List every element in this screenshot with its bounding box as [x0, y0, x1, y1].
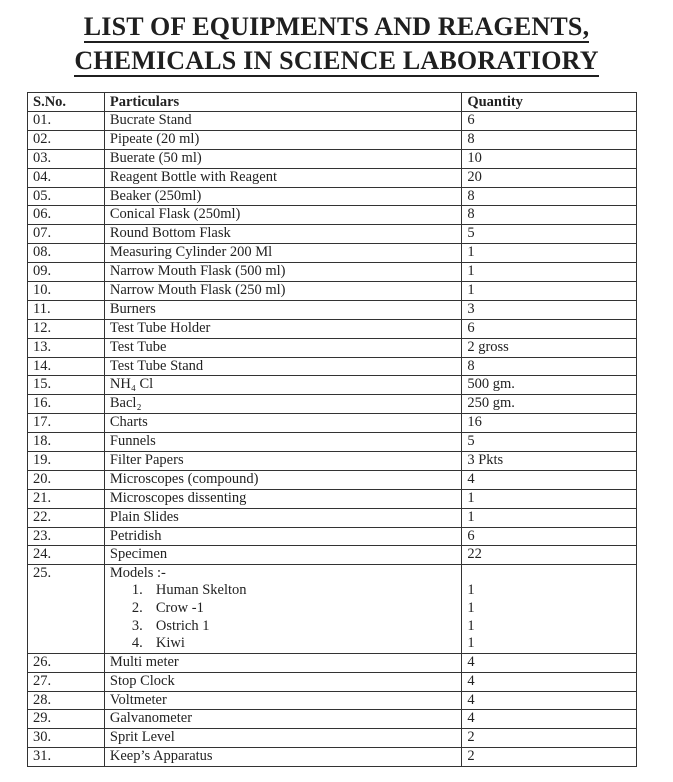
cell-sno: 15.: [28, 376, 105, 395]
table-row: [28, 376, 637, 395]
cell-quantity: 8: [462, 187, 637, 206]
cell-particular: Round Bottom Flask: [104, 225, 461, 244]
cell-particular: Burners: [104, 300, 461, 319]
list-item-number: 4.: [131, 635, 143, 652]
cell-quantity: 8: [462, 357, 637, 376]
table-row: [28, 710, 637, 729]
cell-quantity: 5: [462, 225, 637, 244]
table-row: [28, 527, 637, 546]
table-row: [28, 282, 637, 301]
cell-quantity: 250 gm.: [462, 395, 637, 414]
list-item: [110, 618, 456, 636]
cell-sno: 16.: [28, 395, 105, 414]
table-row: [28, 729, 637, 748]
models-list: [110, 582, 456, 652]
cell-quantity: 6: [462, 112, 637, 131]
cell-quantity: 1: [462, 489, 637, 508]
cell-sno: 26.: [28, 653, 105, 672]
cell-sno: 11.: [28, 300, 105, 319]
cell-sno: 04.: [28, 168, 105, 187]
cell-quantity: 2: [462, 729, 637, 748]
table-row: [28, 168, 637, 187]
list-item-number: 1.: [131, 582, 143, 599]
table-row: [28, 112, 637, 131]
cell-particular: NH₄ Cl: [104, 376, 461, 395]
cell-models: [104, 565, 461, 653]
cell-quantity: 4: [462, 470, 637, 489]
table-row: [28, 319, 637, 338]
cell-quantity: 6: [462, 527, 637, 546]
table-row: [28, 672, 637, 691]
cell-sno: 17.: [28, 414, 105, 433]
cell-particular: Bucrate Stand: [104, 112, 461, 131]
cell-sno: 20.: [28, 470, 105, 489]
cell-sno: 24.: [28, 546, 105, 565]
table-row: [28, 187, 637, 206]
qty-value: 1: [467, 599, 475, 616]
qty-spacer: [467, 565, 631, 582]
cell-quantity: 8: [462, 206, 637, 225]
cell-quantity: 20: [462, 168, 637, 187]
cell-quantity: 4: [462, 653, 637, 672]
cell-quantity: 2: [462, 748, 637, 767]
cell-sno: 29.: [28, 710, 105, 729]
cell-particular: Microscopes (compound): [104, 470, 461, 489]
cell-sno: 02.: [28, 130, 105, 149]
table-row: [28, 206, 637, 225]
list-item: [110, 635, 456, 653]
cell-particular: Funnels: [104, 433, 461, 452]
cell-sno: 25.: [28, 565, 105, 653]
cell-quantity: 10: [462, 149, 637, 168]
table-row: [28, 338, 637, 357]
table-header-row: [28, 93, 637, 112]
cell-sno: 30.: [28, 729, 105, 748]
cell-sno: 01.: [28, 112, 105, 131]
table-row: [28, 508, 637, 527]
cell-sno: 23.: [28, 527, 105, 546]
cell-particular: Sprit Level: [104, 729, 461, 748]
cell-quantity: 5: [462, 433, 637, 452]
cell-particular: Microscopes dissenting: [104, 489, 461, 508]
cell-particular: Narrow Mouth Flask (250 ml): [104, 282, 461, 301]
header-particulars: Particulars: [104, 93, 461, 112]
cell-sno: 05.: [28, 187, 105, 206]
header-sno: S.No.: [28, 93, 105, 112]
table-row: [28, 546, 637, 565]
cell-models-qty: [462, 565, 637, 653]
table-row: [28, 452, 637, 471]
list-item: [110, 582, 456, 600]
document-title-line-2: [0, 44, 673, 78]
cell-particular: Test Tube Holder: [104, 319, 461, 338]
table-row: [28, 433, 637, 452]
table-row: [28, 470, 637, 489]
list-item-name: Human Skelton: [155, 582, 247, 599]
cell-sno: 07.: [28, 225, 105, 244]
cell-sno: 12.: [28, 319, 105, 338]
cell-particular: Reagent Bottle with Reagent: [104, 168, 461, 187]
list-item-name: Ostrich 1: [155, 617, 210, 634]
cell-quantity: 1: [462, 282, 637, 301]
cell-particular: Charts: [104, 414, 461, 433]
list-item-name: Crow -1: [155, 599, 204, 616]
table-row: [28, 691, 637, 710]
cell-particular: Measuring Cylinder 200 Ml: [104, 244, 461, 263]
cell-quantity: 16: [462, 414, 637, 433]
table-row: [28, 130, 637, 149]
cell-quantity: 1: [462, 508, 637, 527]
cell-sno: 08.: [28, 244, 105, 263]
table-body: [28, 112, 637, 767]
cell-quantity: 4: [462, 672, 637, 691]
cell-particular: Conical Flask (250ml): [104, 206, 461, 225]
table-row: [28, 414, 637, 433]
cell-quantity: 2 gross: [462, 338, 637, 357]
cell-quantity: 4: [462, 710, 637, 729]
cell-sno: 14.: [28, 357, 105, 376]
cell-sno: 06.: [28, 206, 105, 225]
title-line-2-text: CHEMICALS IN SCIENCE LABORATIORY: [74, 46, 599, 75]
cell-particular: Petridish: [104, 527, 461, 546]
cell-sno: 10.: [28, 282, 105, 301]
cell-sno: 03.: [28, 149, 105, 168]
cell-particular: Multi meter: [104, 653, 461, 672]
table-row: [28, 489, 637, 508]
cell-quantity: 3 Pkts: [462, 452, 637, 471]
cell-particular: Filter Papers: [104, 452, 461, 471]
cell-particular: Test Tube: [104, 338, 461, 357]
cell-particular: Voltmeter: [104, 691, 461, 710]
cell-quantity: 3: [462, 300, 637, 319]
cell-particular: Beaker (250ml): [104, 187, 461, 206]
cell-quantity: 4: [462, 691, 637, 710]
list-item-number: 2.: [131, 599, 143, 616]
cell-quantity: 8: [462, 130, 637, 149]
cell-particular: Galvanometer: [104, 710, 461, 729]
cell-quantity: 1: [462, 263, 637, 282]
cell-sno: 19.: [28, 452, 105, 471]
cell-sno: 22.: [28, 508, 105, 527]
qty-value: 1: [467, 635, 475, 652]
equipment-table: [27, 92, 637, 767]
table-row: [28, 149, 637, 168]
cell-particular: Stop Clock: [104, 672, 461, 691]
cell-particular: Specimen: [104, 546, 461, 565]
table-row: [28, 395, 637, 414]
cell-sno: 21.: [28, 489, 105, 508]
cell-particular: Pipeate (20 ml): [104, 130, 461, 149]
qty-value: 1: [467, 582, 475, 599]
list-item-name: Kiwi: [155, 635, 185, 652]
table-row: [28, 300, 637, 319]
cell-particular: Buerate (50 ml): [104, 149, 461, 168]
header-quantity: Quantity: [462, 93, 637, 112]
qty-value: 1: [467, 617, 475, 634]
table-row: [28, 225, 637, 244]
list-item-number: 3.: [131, 617, 143, 634]
cell-sno: 28.: [28, 691, 105, 710]
table-row: [28, 244, 637, 263]
cell-sno: 13.: [28, 338, 105, 357]
title-line-1-text: LIST OF EQUIPMENTS AND REAGENTS,: [83, 12, 590, 41]
cell-particular: Narrow Mouth Flask (500 ml): [104, 263, 461, 282]
cell-particular: Test Tube Stand: [104, 357, 461, 376]
cell-particular: Keep’s Apparatus: [104, 748, 461, 767]
models-heading: Models :-: [109, 565, 166, 582]
cell-quantity: 22: [462, 546, 637, 565]
table-row: [28, 357, 637, 376]
table-row-models: [28, 565, 637, 653]
cell-quantity: 500 gm.: [462, 376, 637, 395]
cell-particular: Bacl₂: [104, 395, 461, 414]
cell-sno: 27.: [28, 672, 105, 691]
cell-sno: 09.: [28, 263, 105, 282]
cell-sno: 31.: [28, 748, 105, 767]
document-title-line-1: [0, 10, 673, 44]
table-row: [28, 653, 637, 672]
cell-quantity: 1: [462, 244, 637, 263]
cell-sno: 18.: [28, 433, 105, 452]
list-item: [110, 600, 456, 618]
table-row: [28, 748, 637, 767]
cell-quantity: 6: [462, 319, 637, 338]
table-row: [28, 263, 637, 282]
cell-particular: Plain Slides: [104, 508, 461, 527]
